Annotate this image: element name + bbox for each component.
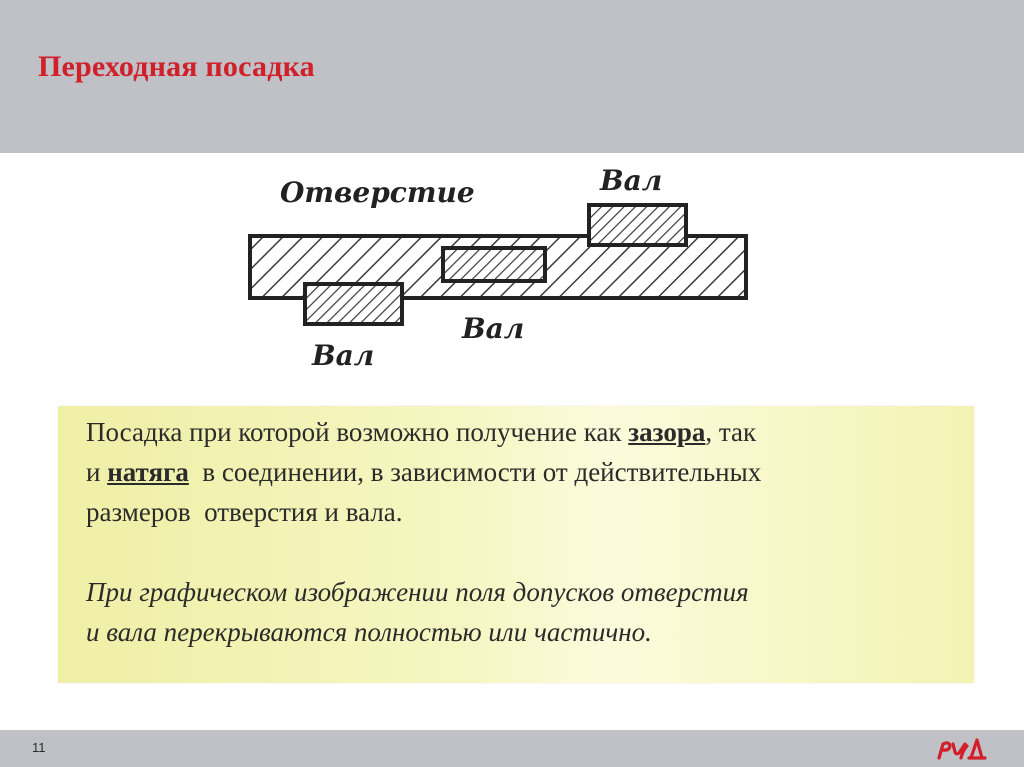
term-interference: натяга [107,457,189,487]
page-number: 11 [32,740,46,755]
shaft-zone-middle [443,248,545,281]
header-bar [0,0,1024,153]
label-hole: Отверстие [280,176,475,209]
definition-line3: размеров отверстия и вала. [86,497,403,527]
footer-bar [0,730,1024,767]
term-clearance: зазора [628,417,706,447]
graphic-note-line2: и вала перекрываются полностью или частично. [86,617,652,647]
slide-title: Переходная посадка [38,50,315,83]
definition-line2-post: в соединении, в зависимости от действительных [188,457,762,487]
definition-box [58,406,974,683]
label-shaft-top: Вал [600,164,663,197]
shaft-zone-bottom [305,284,402,324]
graphic-note-line1: При графическом изображении поля допусков отверстия [86,577,749,607]
definition-line1-post: , так [705,417,757,447]
definition-line1-pre: Посадка при которой возможно получение как [86,417,629,447]
shaft-zone-top [589,205,686,245]
rzd-logo-icon [935,736,989,762]
label-shaft-bottom-left: Вал [312,339,375,372]
label-shaft-bottom-mid: Вал [462,312,525,345]
definition-text [86,412,956,532]
fit-diagram [240,160,770,375]
definition-line2-pre: и [86,457,108,487]
graphic-note [86,572,956,652]
